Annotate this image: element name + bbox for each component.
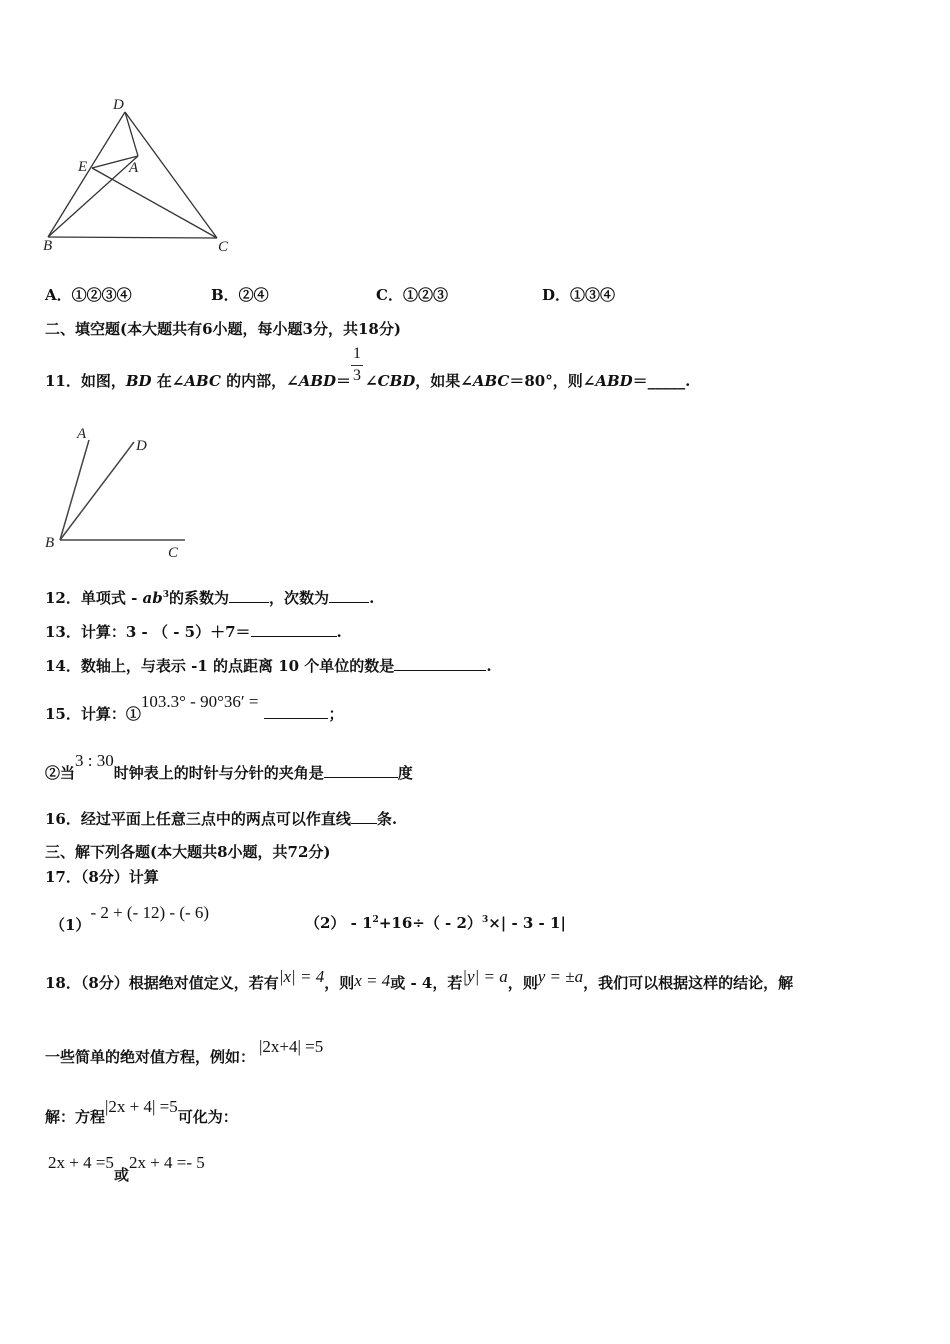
q18d-eq1: 2x + 4 =5 [48,1153,114,1172]
q18c-end: 可化为： [177,1108,238,1126]
label-c: C [218,239,229,255]
segment-bc [48,237,217,238]
q18-eq1: |x| = 4 [278,967,325,986]
option-c: C．①②③ [376,286,448,304]
q11-abd: ABD [298,372,337,390]
question-18c [45,1097,238,1126]
q12-exp: 3 [162,590,170,600]
label-d2: D [136,438,147,454]
q17-p2-a: - 1 [345,914,373,932]
label-b: B [43,238,53,254]
q15b-blank[interactable] [324,765,398,778]
q18-eq3: |y| = a [462,967,508,986]
q14-text: 14．数轴上，与表示 -1 的点距离 10 个单位的数是 [45,657,395,675]
label-a: A [129,160,139,176]
ray-ba [60,440,89,540]
option-d: D．①③④ [542,286,616,304]
q18c-text: 解：方程 [45,1108,106,1126]
option-a: A．①②③④ [45,286,132,304]
question-16 [45,811,397,827]
q18-eq2: x = 4 [354,971,391,990]
q15-prefix: 15．计算：① [45,705,141,723]
q16-text: 16．经过平面上任意三点中的两点可以作直线 [45,810,351,828]
q12-blank2[interactable] [329,590,369,603]
q12-end: . [369,589,375,607]
q12-mid: 的系数为 [169,589,230,607]
q18-eq4: y = ±a [537,967,584,986]
q12-mid2: ，次数为 [269,589,330,607]
q16-end: 条. [376,810,398,828]
q18-prefix: 18．（8分）根据绝对值定义，若有 [45,974,279,992]
q15-blank[interactable] [264,706,328,719]
label-c2: C [168,545,179,561]
question-18b [45,1037,324,1066]
q17-p1-expr: - 2 + (- 12) - (- 6) [90,903,210,922]
question-15 [45,692,344,723]
label-e: E [78,159,88,175]
q11-abc: ABC [184,372,221,390]
question-18d [48,1153,205,1184]
question-14 [45,658,492,674]
label-a2: A [77,426,87,442]
segment-dc [125,112,217,238]
q11-bd: BD [125,372,152,390]
question-17-part2 [305,916,566,931]
q15b-prefix: ②当 [45,764,76,782]
q17-p2-exp2: 3 [481,915,489,925]
q18b-eq: |2x+4| =5 [259,1037,324,1056]
q11-mid2: 的内部，∠ [220,372,299,390]
section3-title: 三、解下列各题(本大题共8小题，共72分) [45,843,331,861]
question-17-title: 17．（8分）计算 [45,868,159,886]
q15b-end: 度 [397,764,413,782]
q11-cbd: CBD [377,372,416,390]
q13-text: 13．计算：3 - （ - 5）＋7＝ [45,623,251,641]
q18d-eq2: 2x + 4 =- 5 [128,1153,205,1172]
question-12 [45,590,374,606]
question-15b [45,751,413,782]
q13-end: . [336,623,342,641]
q17-p1-label: （1） [50,916,91,934]
segment-ec [92,168,217,238]
q14-end: . [486,657,492,675]
q12-prefix: 12．单项式 - [45,589,143,607]
q18d-or: 或 [113,1166,129,1184]
q11-prefix: 11．如图， [45,372,126,390]
q11-abc2: ABC [472,372,510,390]
question-11 [45,345,691,390]
q11-mid1: 在∠ [151,372,185,390]
q11-abd2: ABD [595,372,633,390]
label-d: D [113,97,124,113]
q18-t2: 或 - 4，若 [390,974,463,992]
q12-blank1[interactable] [229,590,269,603]
q11-tail: ＝_____. [632,372,691,390]
q17-p2-b: +16÷（ - 2） [378,914,482,932]
q16-blank[interactable] [351,811,377,824]
q15-end: ； [328,705,344,723]
q18-t4: ，我们可以根据这样的结论，解 [583,974,794,992]
segment-da [125,112,138,156]
q18-t1: ，则 [324,974,355,992]
q11-frac-den: 3 [353,367,362,384]
label-b2: B [45,535,55,551]
ray-bd [60,442,134,540]
q15b-time: 3 : 30 [75,751,114,770]
option-b: B．②④ [211,286,269,304]
figure-angle-abc [40,420,200,565]
question-13 [45,624,342,640]
q14-blank[interactable] [394,658,486,671]
question-17-part1 [50,903,210,934]
section2-title: 二、填空题(本大题共有6小题，每小题3分，共18分) [45,320,401,338]
q15-expr: 103.3° - 90°36′ = [140,692,259,711]
q17-p2-exp1: 2 [372,915,379,925]
q11-frac-num: 1 [353,345,362,362]
q11-fraction [351,345,365,386]
q17-p2-label: （2） [305,914,346,932]
q18-t3: ，则 [507,974,538,992]
q11-frac-bar [351,365,363,366]
q13-blank[interactable] [251,624,337,637]
q12-var: ab [142,589,163,607]
q15b-text: 时钟表上的时针与分针的夹角是 [113,764,324,782]
q11-angle: ∠ [365,372,378,390]
q18b-text: 一些简单的绝对值方程，例如： [45,1048,256,1066]
figure-triangle-dea [35,92,250,257]
q17-p2-c: ×| - 3 - 1| [488,914,566,932]
q11-eq: ＝ [336,372,352,390]
q11-mid4: ＝80°，则∠ [509,372,596,390]
question-18 [45,967,794,992]
q18c-eq: |2x + 4| =5 [105,1097,178,1116]
q11-mid3: ，如果∠ [415,372,473,390]
